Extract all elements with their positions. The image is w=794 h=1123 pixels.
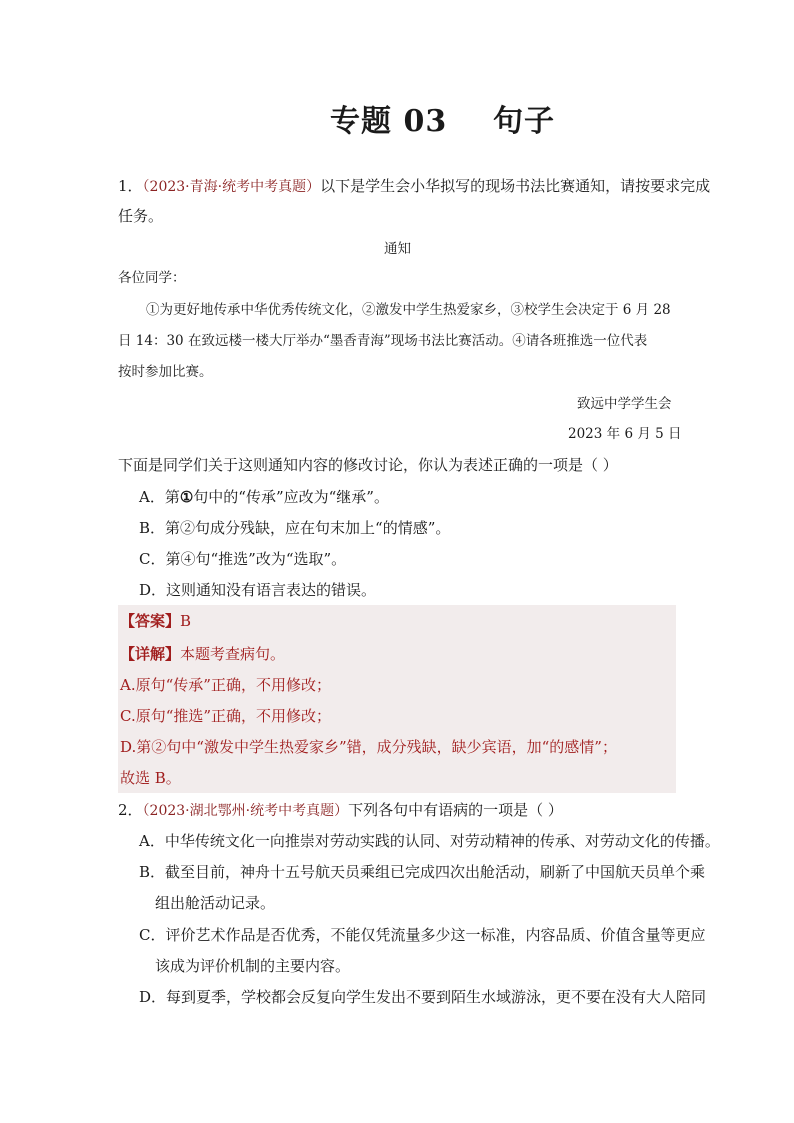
- question-stem-text: 下列各句中有语病的一项是（ ）: [348, 801, 563, 819]
- q2-option-b: B．截至目前，神舟十五号航天员乘组已完成四次出舱活动，刷新了中国航天员单个乘: [139, 863, 706, 881]
- question-1-prompt: 下面是同学们关于这则通知内容的修改讨论，你认为表述正确的一项是（ ）: [118, 456, 618, 474]
- notice-heading: 通知: [384, 241, 411, 257]
- question-1-stem: [118, 176, 710, 197]
- notice-body-line: ①为更好地传承中华优秀传统文化，②激发中学生热爱家乡，③校学生会决定于 6 月 28: [146, 302, 671, 318]
- answer-value: B: [180, 612, 192, 630]
- explanation-c: C.原句“推选”正确，不用修改；: [120, 707, 332, 725]
- notice-date: 2023 年 6 月 5 日: [568, 426, 682, 442]
- answer-label: 【答案】: [120, 612, 181, 630]
- detail-label: 【详解】: [120, 645, 181, 663]
- option-a-number: ①: [179, 488, 194, 506]
- answer-conclusion: 故选 B。: [120, 769, 181, 787]
- option-a-text: 句中的“传承”应改为“继承”。: [193, 488, 389, 506]
- notice-body-line: 日 14：30 在致远楼一楼大厅举办“墨香青海”现场书法比赛活动。④请各班推选一位代表: [118, 333, 648, 349]
- q2-option-b-cont: 组出舱活动记录。: [155, 894, 276, 912]
- explanation-a: A.原句“传承”正确，不用修改；: [120, 676, 331, 694]
- explanation-d: [120, 737, 617, 757]
- page-title: 专题 03 句子: [330, 104, 555, 139]
- option-c: [139, 549, 346, 569]
- option-b-text: 句成分残缺，应在句末加上“的情感”。: [195, 519, 451, 537]
- q2-option-a: A．中华传统文化一向推崇对劳动实践的认同、对劳动精神的传承、对劳动文化的传播。: [139, 832, 720, 850]
- question-number: 1．: [118, 177, 143, 195]
- question-2-stem: [118, 800, 563, 821]
- option-b-number: ②: [180, 519, 196, 537]
- option-a: [139, 487, 389, 507]
- notice-greeting: 各位同学：: [118, 270, 186, 286]
- q2-option-d: D．每到夏季，学校都会反复向学生发出不要到陌生水域游泳，更不要在没有大人陪同: [139, 988, 707, 1006]
- q2-option-c: C．评价艺术作品是否优秀，不能仅凭流量多少这一标准，内容品质、价值含量等更应: [139, 926, 706, 944]
- answer-box: [118, 605, 676, 793]
- question-1-stem-cont: 任务。: [118, 207, 164, 225]
- option-c-text: 句“推选”改为“选取”。: [195, 550, 347, 568]
- detail-line: [120, 644, 285, 664]
- question-stem-text: 以下是学生会小华拟写的现场书法比赛通知，请按要求完成: [320, 177, 711, 195]
- explanation-d-prefix: D.第: [120, 738, 152, 756]
- option-a-prefix: A．第: [139, 488, 180, 506]
- notice-body-line: 按时参加比赛。: [118, 364, 213, 380]
- detail-text: 本题考查病句。: [180, 645, 286, 663]
- option-d: D．这则通知没有语言表达的错误。: [139, 581, 377, 599]
- q2-option-c-cont: 该成为评价机制的主要内容。: [155, 957, 351, 975]
- question-source: （2023·湖北鄂州·统考中考真题）: [142, 803, 349, 819]
- option-b-prefix: B．第: [139, 519, 181, 537]
- option-b: [139, 518, 450, 538]
- notice-signer: 致远中学学生会: [577, 396, 672, 412]
- explanation-d-text: 句中“激发中学生热爱家乡”错，成分残缺，缺少宾语，加“的感情”；: [166, 738, 617, 756]
- question-number: 2．: [118, 801, 143, 819]
- option-c-prefix: C．第: [139, 550, 181, 568]
- answer-line: [120, 611, 191, 631]
- question-source: （2023·青海·统考中考真题）: [142, 179, 321, 195]
- option-c-number: ④: [180, 550, 196, 568]
- explanation-d-number: ②: [151, 738, 167, 756]
